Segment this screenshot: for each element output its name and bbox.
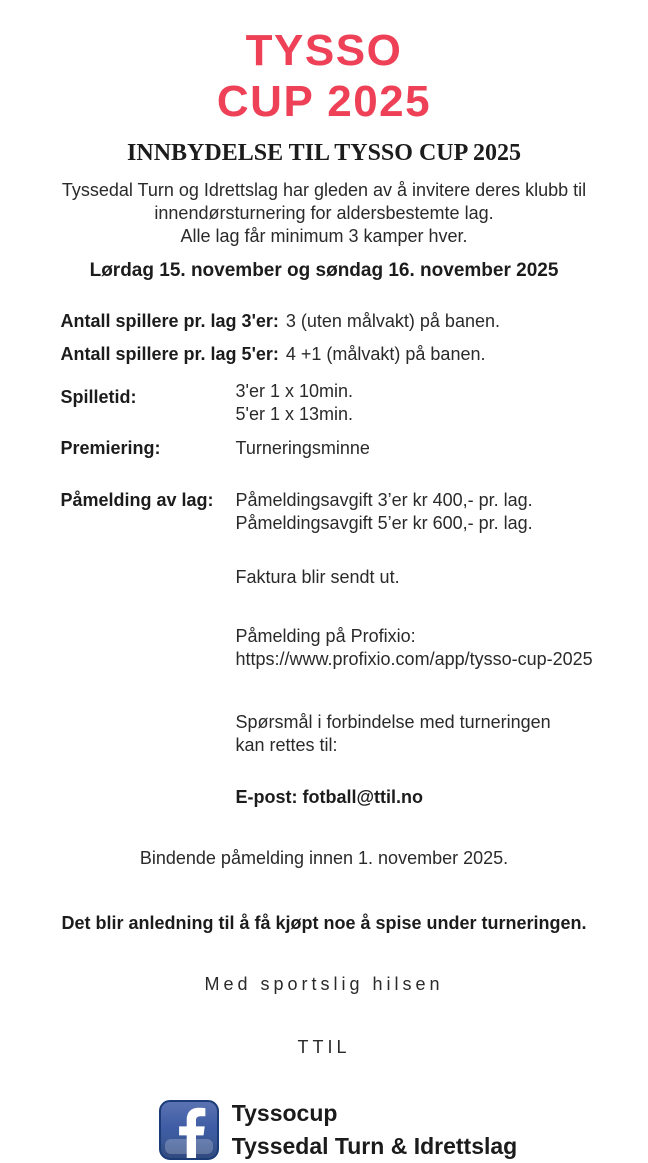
players-3er-value: 3 (uten målvakt) på banen. (286, 311, 500, 331)
food-note: Det blir anledning til å få kjøpt noe å spise under turneringen. (11, 913, 638, 934)
playtime-values (236, 380, 638, 426)
registration-row (61, 489, 638, 535)
profixio-block (236, 625, 638, 671)
contact-email: E-post: fotball@ttil.no (236, 786, 638, 809)
binding-deadline: Bindende påmelding innen 1. november 2025. (11, 848, 638, 869)
questions-line: Spørsmål i forbindelse med turneringen (236, 711, 638, 734)
playtime-label: Spilletid: (61, 380, 236, 409)
facebook-section (25, 1097, 648, 1163)
facebook-f-glyph (161, 1102, 217, 1158)
invoice-row (61, 566, 638, 589)
signature-line: TTIL (11, 1037, 638, 1058)
questions-block (236, 711, 638, 757)
questions-row (61, 711, 638, 757)
page-title (11, 0, 638, 127)
intro-paragraph (11, 179, 638, 248)
invoice-note: Faktura blir sendt ut. (236, 566, 638, 589)
playtime-value-5er: 5'er 1 x 13min. (236, 403, 638, 426)
facebook-page-ttil: Tyssedal Turn & Idrettslag (232, 1130, 517, 1163)
profixio-intro: Påmelding på Profixio: (236, 625, 638, 648)
playtime-value-3er: 3'er 1 x 10min. (236, 380, 638, 403)
prizes-label: Premiering: (61, 437, 236, 460)
details-section (61, 310, 638, 809)
registration-fee-5er: Påmeldingsavgift 5’er kr 600,- pr. lag. (236, 512, 638, 535)
questions-line: kan rettes til: (236, 734, 638, 757)
profixio-url-link[interactable]: https://www.profixio.com/app/tysso-cup-2025 (236, 648, 638, 671)
registration-fee-3er: Påmeldingsavgift 3’er kr 400,- pr. lag. (236, 489, 638, 512)
players-3er-label: Antall spillere pr. lag 3'er: (61, 311, 279, 331)
players-5er-value: 4 +1 (målvakt) på banen. (286, 344, 486, 364)
prizes-row (61, 437, 638, 460)
profixio-row (61, 625, 638, 671)
invitation-heading: INNBYDELSE TIL TYSSO CUP 2025 (11, 140, 638, 167)
intro-line: Tyssedal Turn og Idrettslag har gleden av å invitere deres klubb til (11, 179, 638, 202)
prizes-value: Turneringsminne (236, 437, 638, 460)
facebook-page-names (232, 1097, 517, 1163)
regards-line: Med sportslig hilsen (11, 974, 638, 995)
invitation-document (11, 0, 638, 961)
facebook-page-tyssocup: Tyssocup (232, 1097, 517, 1130)
players-3er-row (61, 310, 638, 332)
registration-values (236, 489, 638, 535)
registration-label: Påmelding av lag: (61, 489, 236, 512)
players-5er-row (61, 343, 638, 365)
players-5er-label: Antall spillere pr. lag 5'er: (61, 344, 279, 364)
intro-line: innendørsturnering for aldersbestemte lag. (11, 202, 638, 225)
event-dates: Lørdag 15. november og søndag 16. november 2025 (11, 260, 638, 282)
playtime-row (61, 380, 638, 426)
title-line-1: TYSSO (11, 25, 638, 76)
email-row (61, 786, 638, 809)
title-line-2: CUP 2025 (11, 76, 638, 127)
intro-line: Alle lag får minimum 3 kamper hver. (11, 225, 638, 248)
facebook-icon (159, 1100, 219, 1160)
